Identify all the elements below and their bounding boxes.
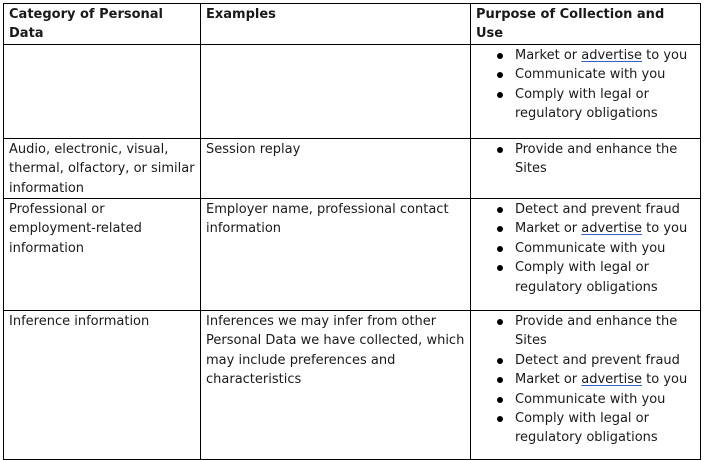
bullet-icon (497, 72, 503, 78)
purpose-list (496, 200, 695, 297)
purpose-list-item (496, 409, 695, 448)
examples-cell: Session replay (201, 138, 471, 198)
bullet-icon (497, 377, 503, 383)
purpose-list-item (496, 258, 695, 297)
purpose-list-item (496, 370, 695, 389)
purpose-cell (471, 138, 701, 198)
category-cell: Inference information (4, 311, 201, 460)
purpose-list-item (496, 351, 695, 370)
table-row (4, 199, 701, 311)
purpose-underlined-word: advertise (581, 47, 642, 63)
table-row (4, 44, 701, 138)
bullet-icon (497, 416, 503, 422)
header-row (4, 4, 701, 45)
bullet-icon (497, 92, 503, 98)
header-purpose: Purpose of Collection and Use (471, 4, 701, 45)
bullet-icon (497, 147, 503, 153)
bullet-icon (497, 226, 503, 232)
bullet-icon (497, 265, 503, 271)
bullet-icon (497, 319, 503, 325)
table-row (4, 311, 701, 460)
purpose-cell (471, 44, 701, 138)
purpose-list-item (496, 312, 695, 351)
header-examples: Examples (201, 4, 471, 45)
header-category: Category of Personal Data (4, 4, 201, 45)
purpose-cell (471, 199, 701, 311)
bullet-icon (497, 397, 503, 403)
purpose-list-item (496, 390, 695, 409)
purpose-text: Provide and enhance the Sites (515, 141, 678, 177)
purpose-underlined-word: advertise (581, 221, 642, 237)
bullet-icon (497, 207, 503, 213)
bullet-icon (497, 358, 503, 364)
purpose-text: Market or (515, 221, 582, 237)
category-cell (4, 44, 201, 138)
examples-cell: Employer name, professional contact information (201, 199, 471, 311)
category-cell: Professional or employment-related information (4, 199, 201, 311)
purpose-list-item (496, 46, 695, 65)
purpose-text: Communicate with you (515, 391, 666, 407)
purpose-text-suffix: to you (642, 221, 688, 237)
purpose-text: Communicate with you (515, 67, 666, 83)
purpose-text-suffix: to you (642, 47, 688, 63)
purpose-text: Communicate with you (515, 240, 666, 256)
purpose-text: Comply with legal or regulatory obligations (515, 86, 658, 122)
table-row (4, 138, 701, 198)
purpose-text: Comply with legal or regulatory obligations (515, 411, 658, 446)
purpose-text: Comply with legal or regulatory obligations (515, 260, 658, 295)
purpose-text: Detect and prevent fraud (515, 352, 680, 368)
examples-cell: Inferences we may infer from other Personal Data we have collected, which may include preferences and characteristics (201, 311, 471, 460)
bullet-icon (497, 246, 503, 252)
bullet-icon (497, 53, 503, 59)
category-cell: Audio, electronic, visual, thermal, olfactory, or similar information (4, 138, 201, 198)
examples-cell (201, 44, 471, 138)
personal-data-table (3, 3, 701, 460)
purpose-list-item (496, 239, 695, 258)
purpose-text: Market or (515, 47, 582, 63)
purpose-list (496, 312, 695, 448)
purpose-list-item (496, 219, 695, 238)
purpose-cell (471, 311, 701, 460)
purpose-text: Market or (515, 372, 582, 388)
purpose-list-item (496, 200, 695, 219)
purpose-list-item (496, 65, 695, 84)
purpose-text-suffix: to you (642, 372, 688, 388)
purpose-text: Provide and enhance the Sites (515, 314, 678, 349)
purpose-text: Detect and prevent fraud (515, 202, 680, 218)
purpose-list (496, 140, 695, 179)
purpose-list-item (496, 85, 695, 124)
purpose-list-item (496, 140, 695, 179)
purpose-list (496, 46, 695, 124)
purpose-underlined-word: advertise (581, 372, 642, 388)
